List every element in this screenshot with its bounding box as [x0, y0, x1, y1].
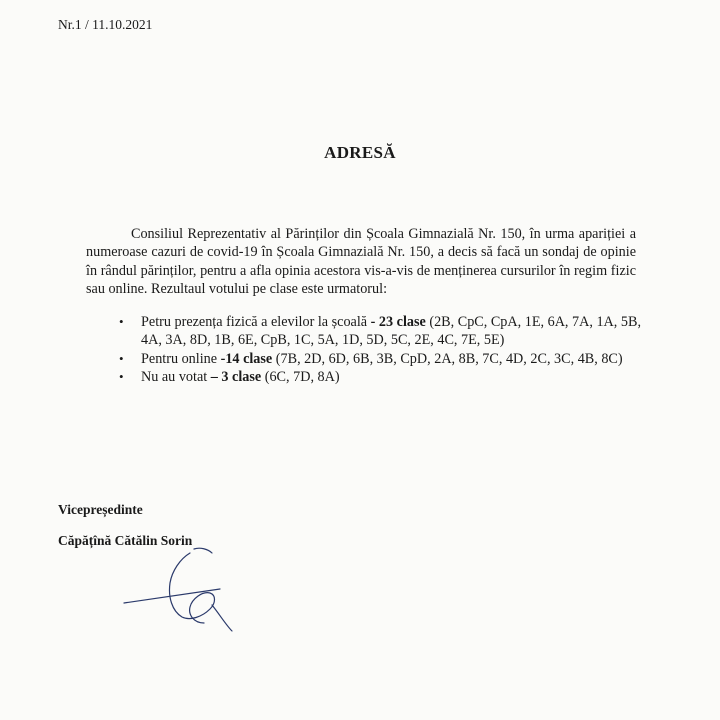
vote-item-online	[119, 350, 649, 368]
vote-item-physical	[119, 313, 649, 350]
handwritten-signature-icon	[120, 545, 240, 635]
bullet-icon: •	[119, 350, 124, 366]
document-title: ADRESĂ	[324, 143, 396, 162]
bullet-icon: •	[119, 368, 124, 384]
document-reference: Nr.1 / 11.10.2021	[58, 17, 153, 32]
signatory-role: Vicepreședinte	[58, 502, 143, 517]
bullet-icon: •	[119, 314, 124, 329]
vote-item-count: - 23 clase	[367, 314, 426, 330]
document-body-paragraph: Consiliul Reprezentativ al Părinților din Școala Gimnazială Nr. 150, în urma apariției a numeroase cazuri de covid-19 în Școala Gimnazială Nr. 150, a decis să facă un sondaj de opinie în rândul părinților, pentru a afla opinia acestora vis-a-vis de menținerea cursurilor în regim fizic sau online. Rezultaul votului pe clase este urmatorul:	[86, 226, 636, 297]
vote-item-classes: (6C, 7D, 8A)	[261, 368, 340, 385]
vote-item-not-voted	[119, 368, 649, 386]
vote-item-prefix: Petru prezența fizică a elevilor la școală	[141, 314, 368, 330]
vote-item-count: – 3 clase	[207, 368, 262, 385]
signatory-name: Căpățînă Cătălin Sorin	[58, 533, 193, 548]
vote-results-list	[119, 313, 649, 386]
vote-item-prefix: Nu au votat	[141, 368, 208, 385]
vote-item-count: -14 clase	[217, 350, 273, 367]
vote-item-prefix: Pentru online	[141, 350, 218, 367]
vote-item-classes: (2B, CpC, CpA, 1E, 6A, 7A, 1A, 5B, 4A, 3A, 8D, 1B, 6E, CpB, 1C, 5A, 1D, 5D, 5C, 2E, 4C, 7E, 5E)	[141, 314, 642, 349]
vote-item-classes: (7B, 2D, 6D, 6B, 3B, CpD, 2A, 8B, 7C, 4D, 2C, 3C, 4B, 8C)	[272, 350, 623, 367]
